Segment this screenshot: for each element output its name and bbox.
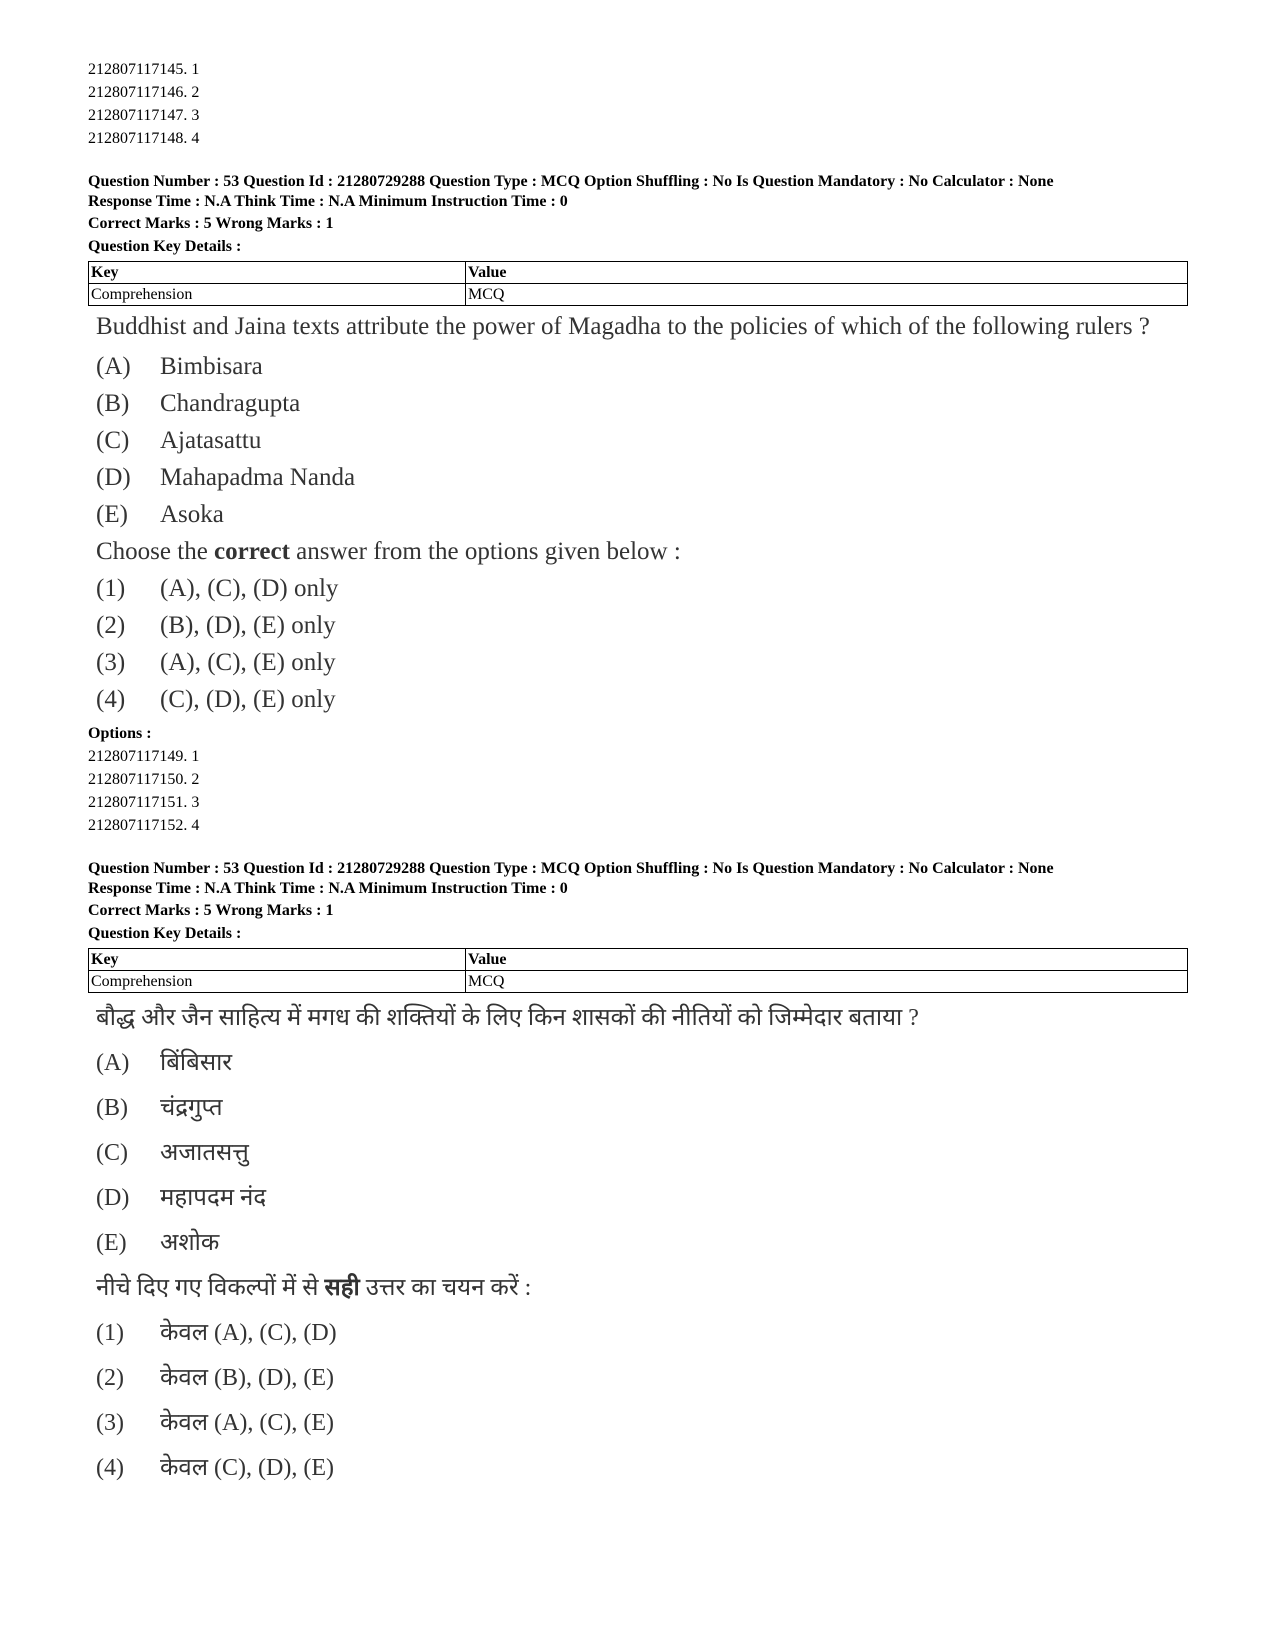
option-id: 212807117147. 3 <box>88 107 200 124</box>
question-meta: Question Number : 53 Question Id : 21280729288 Question Type : MCQ Option Shuffling : No Is Question Mandatory : No Calculator : None <box>88 860 1054 877</box>
option-id: 212807117150. 2 <box>88 771 200 788</box>
answer-text: (A), (C), (D) only <box>160 575 339 602</box>
answer-item <box>96 644 1188 681</box>
option-id: 212807117149. 1 <box>88 748 200 765</box>
choice-item <box>96 1086 1188 1131</box>
choice-text: Ajatasattu <box>160 427 262 454</box>
choice-label: (B) <box>96 390 130 417</box>
option-id: 212807117145. 1 <box>88 61 200 78</box>
key-details-table <box>88 948 1188 993</box>
choice-item <box>96 459 1188 496</box>
answer-text: केवल (C), (D), (E) <box>160 1455 335 1481</box>
instruction-emphasis: correct <box>214 538 290 565</box>
answer-text: (B), (D), (E) only <box>160 612 336 639</box>
choice-label: (A) <box>96 353 131 380</box>
choice-text: चंद्रगुप्त <box>160 1095 223 1121</box>
option-id: 212807117151. 3 <box>88 794 200 811</box>
answer-label: (1) <box>96 1320 124 1346</box>
table-cell-key: Comprehension <box>89 971 466 993</box>
table-header-row <box>89 949 1188 971</box>
question-marks: Correct Marks : 5 Wrong Marks : 1 <box>88 215 334 232</box>
question-marks: Correct Marks : 5 Wrong Marks : 1 <box>88 902 334 919</box>
answer-label: (3) <box>96 649 126 676</box>
key-details-label: Question Key Details : <box>88 925 242 942</box>
choice-item <box>96 1131 1188 1176</box>
choice-label: (E) <box>96 501 128 528</box>
answer-instruction <box>96 1266 1188 1311</box>
answer-item <box>96 1356 1188 1401</box>
instruction-text: नीचे दिए गए विकल्पों में से <box>96 1275 325 1301</box>
choice-label: (B) <box>96 1095 128 1121</box>
question-block-english <box>88 172 1188 837</box>
choice-label: (C) <box>96 427 130 454</box>
choice-item <box>96 1221 1188 1266</box>
choice-text: अजातसत्तु <box>160 1140 249 1166</box>
answer-item <box>96 607 1188 644</box>
answer-label: (2) <box>96 612 126 639</box>
answer-item <box>96 1401 1188 1446</box>
answer-text: (C), (D), (E) only <box>160 686 336 713</box>
answer-label: (3) <box>96 1410 124 1436</box>
option-id: 212807117152. 4 <box>88 817 200 834</box>
table-header-value: Value <box>466 949 1188 971</box>
table-row <box>89 284 1188 306</box>
options-label: Options : <box>88 725 152 742</box>
choice-item <box>96 1041 1188 1086</box>
answer-text: केवल (A), (C), (E) <box>160 1410 335 1436</box>
key-details-table <box>88 261 1188 306</box>
choice-text: Chandragupta <box>160 390 301 417</box>
table-cell-value: MCQ <box>466 971 1188 993</box>
choice-label: (D) <box>96 464 131 491</box>
choice-item <box>96 496 1188 533</box>
answer-text: केवल (B), (D), (E) <box>160 1365 335 1391</box>
table-header-row <box>89 262 1188 284</box>
answer-item <box>96 1446 1188 1491</box>
choice-item <box>96 385 1188 422</box>
choice-label: (D) <box>96 1185 130 1211</box>
option-id: 212807117148. 4 <box>88 130 200 147</box>
document-page <box>88 58 1188 1491</box>
instruction-emphasis: सही <box>324 1275 360 1301</box>
answer-label: (1) <box>96 575 126 602</box>
choice-label: (E) <box>96 1230 127 1256</box>
table-header-key: Key <box>89 262 466 284</box>
choice-text: महापदम नंद <box>160 1185 267 1211</box>
table-row <box>89 971 1188 993</box>
answer-text: केवल (A), (C), (D) <box>160 1320 337 1346</box>
option-id: 212807117146. 2 <box>88 84 200 101</box>
choice-text: Asoka <box>160 501 224 528</box>
question-timing: Response Time : N.A Think Time : N.A Minimum Instruction Time : 0 <box>88 193 568 210</box>
answer-instruction <box>96 533 1188 570</box>
answer-label: (4) <box>96 686 126 713</box>
choice-text: Bimbisara <box>160 353 263 380</box>
instruction-text: answer from the options given below : <box>289 538 681 565</box>
question-timing: Response Time : N.A Think Time : N.A Minimum Instruction Time : 0 <box>88 880 568 897</box>
choice-text: अशोक <box>160 1230 220 1256</box>
question-text: Buddhist and Jaina texts attribute the power of Magadha to the policies of which of the following rulers ? <box>96 313 1150 340</box>
question-meta: Question Number : 53 Question Id : 21280729288 Question Type : MCQ Option Shuffling : No Is Question Mandatory : No Calculator : None <box>88 173 1054 190</box>
choice-label: (A) <box>96 1050 130 1076</box>
answer-label: (4) <box>96 1455 124 1481</box>
answer-item <box>96 681 1188 718</box>
choice-text: बिंबिसार <box>160 1050 233 1076</box>
table-cell-value: MCQ <box>466 284 1188 306</box>
answer-item <box>96 1311 1188 1356</box>
choice-item <box>96 348 1188 385</box>
choice-item <box>96 1176 1188 1221</box>
question-block-hindi <box>88 859 1188 1491</box>
answer-label: (2) <box>96 1365 124 1391</box>
instruction-text: उत्तर का चयन करें : <box>359 1275 532 1301</box>
instruction-text: Choose the <box>96 538 215 565</box>
previous-options-list <box>88 58 1188 150</box>
question-text: बौद्ध और जैन साहित्य में मगध की शक्तियों के लिए किन शासकों की नीतियों को जिम्मेदार बताया ? <box>96 1005 919 1031</box>
answer-text: (A), (C), (E) only <box>160 649 336 676</box>
table-cell-key: Comprehension <box>89 284 466 306</box>
key-details-label: Question Key Details : <box>88 238 242 255</box>
choice-label: (C) <box>96 1140 128 1166</box>
choice-text: Mahapadma Nanda <box>160 464 356 491</box>
table-header-value: Value <box>466 262 1188 284</box>
table-header-key: Key <box>89 949 466 971</box>
answer-item <box>96 570 1188 607</box>
choice-item <box>96 422 1188 459</box>
